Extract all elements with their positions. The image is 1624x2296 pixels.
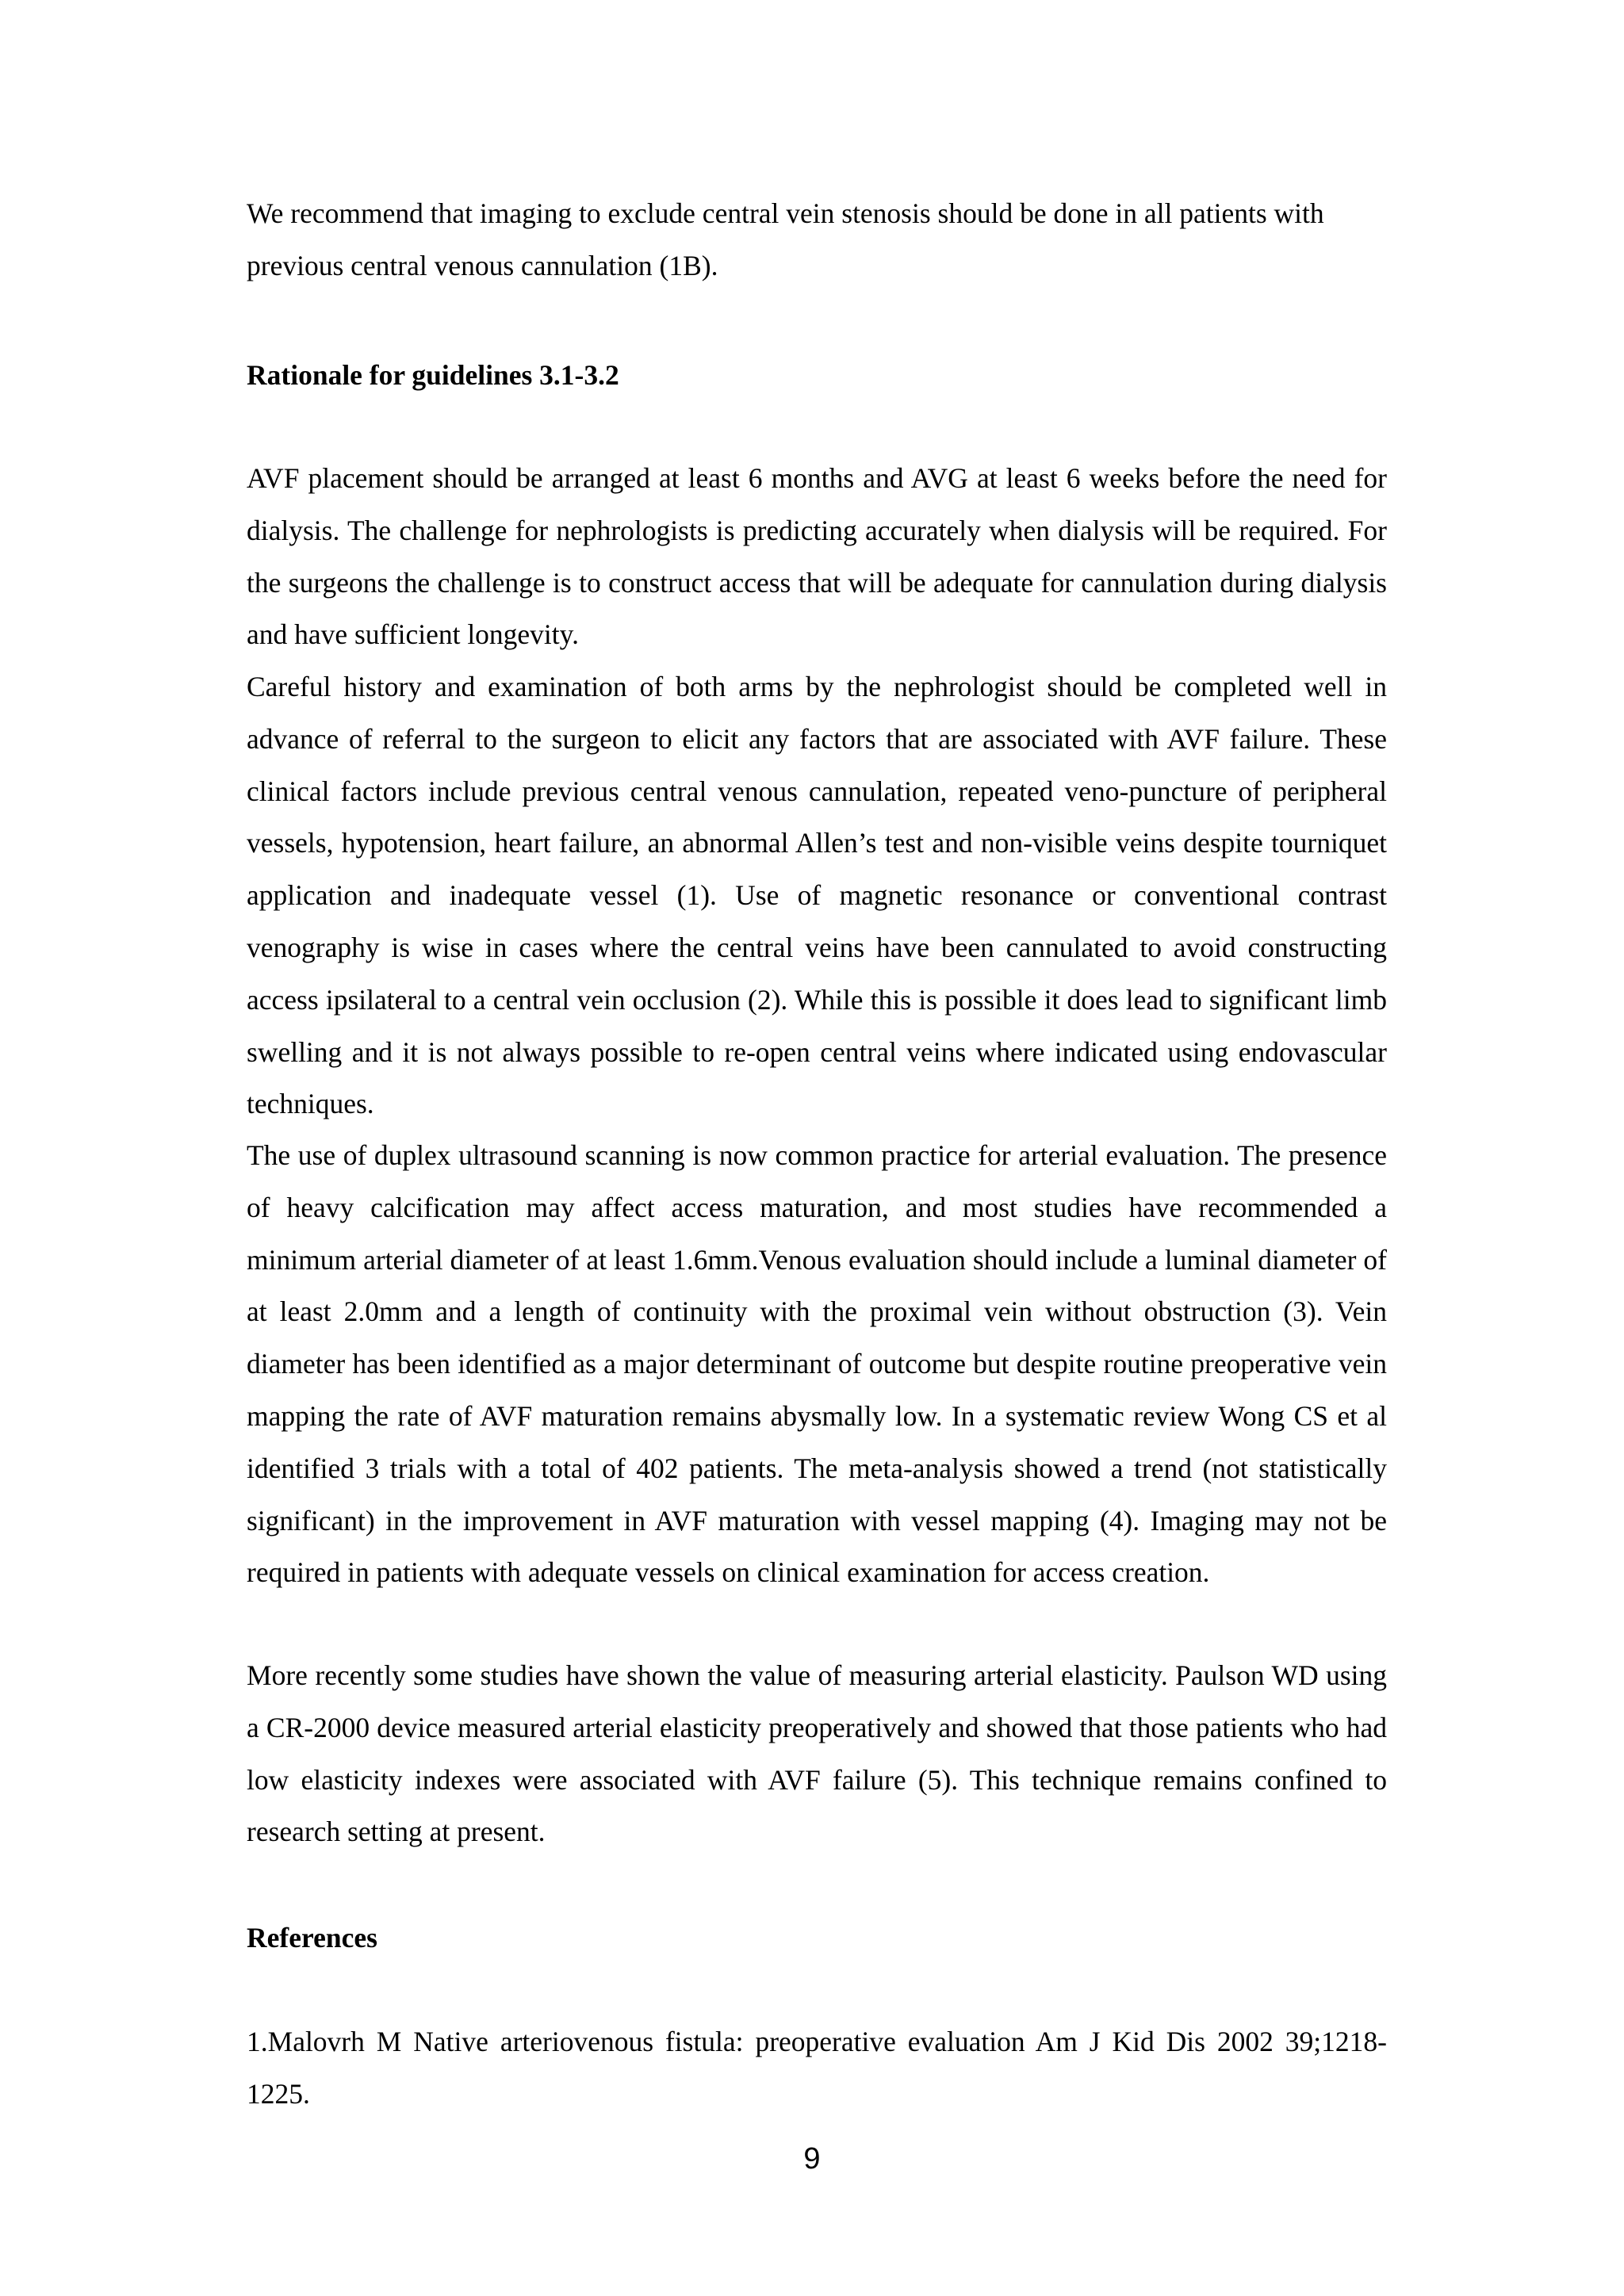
recommendation-paragraph: We recommend that imaging to exclude central vein stenosis should be done in all patients with previous central venous cannulation (1B).: [247, 197, 1324, 281]
body-paragraph-4: More recently some studies have shown the value of measuring arterial elasticity. Paulson WD using a CR-2000 device measured arterial elasticity preoperatively and showed that those patients who had low elasticity indexes were associated with AVF failure (5). This technique remains confined to research setting at present.: [247, 1659, 1387, 1848]
reference-number: 1.: [247, 2026, 268, 2057]
reference-text: Malovrh M Native arteriovenous fistula: preoperative evaluation Am J Kid Dis 2002 39;1218-1225.: [247, 2026, 1387, 2110]
rationale-heading: Rationale for guidelines 3.1-3.2: [247, 359, 619, 391]
page-number: 9: [803, 2142, 821, 2175]
body-paragraph-2: Careful history and examination of both arms by the nephrologist should be completed well in advance of referral to the surgeon to elicit any factors that are associated with AVF failure. These clinical factors include previous central venous cannulation, repeated veno-puncture of peripheral vessels, hypotension, heart failure, an abnormal Allen’s test and non-visible veins despite tourniquet application and inadequate vessel (1). Use of magnetic resonance or conventional contrast venography is wise in cases where the central veins have been cannulated to avoid constructing access ipsilateral to a central vein occlusion (2). While this is possible it does lead to significant limb swelling and it is not always possible to re-open central veins where indicated using endovascular techniques.: [247, 671, 1387, 1120]
references-heading: References: [247, 1922, 377, 1954]
body-paragraph-3: The use of duplex ultrasound scanning is now common practice for arterial evaluation. The presence of heavy calcification may affect access maturation, and most studies have recommended a minimum arterial diameter of at least 1.6mm.Venous evaluation should include a luminal diameter of at least 2.0mm and a length of continuity with the proximal vein without obstruction (3). Vein diameter has been identified as a major determinant of outcome but despite routine preoperative vein mapping the rate of AVF maturation remains abysmally low. In a systematic review Wong CS et al identified 3 trials with a total of 402 patients. The meta-analysis showed a trend (not statistically significant) in the improvement in AVF maturation with vessel mapping (4). Imaging may not be required in patients with adequate vessels on clinical examination for access creation.: [247, 1139, 1387, 1589]
body-paragraph-1: AVF placement should be arranged at least 6 months and AVG at least 6 weeks before the need for dialysis. The challenge for nephrologists is predicting accurately when dialysis will be required. For the surgeons the challenge is to construct access that will be adequate for cannulation during dialysis and have sufficient longevity.: [247, 462, 1387, 651]
reference-item: [247, 2016, 1387, 2121]
